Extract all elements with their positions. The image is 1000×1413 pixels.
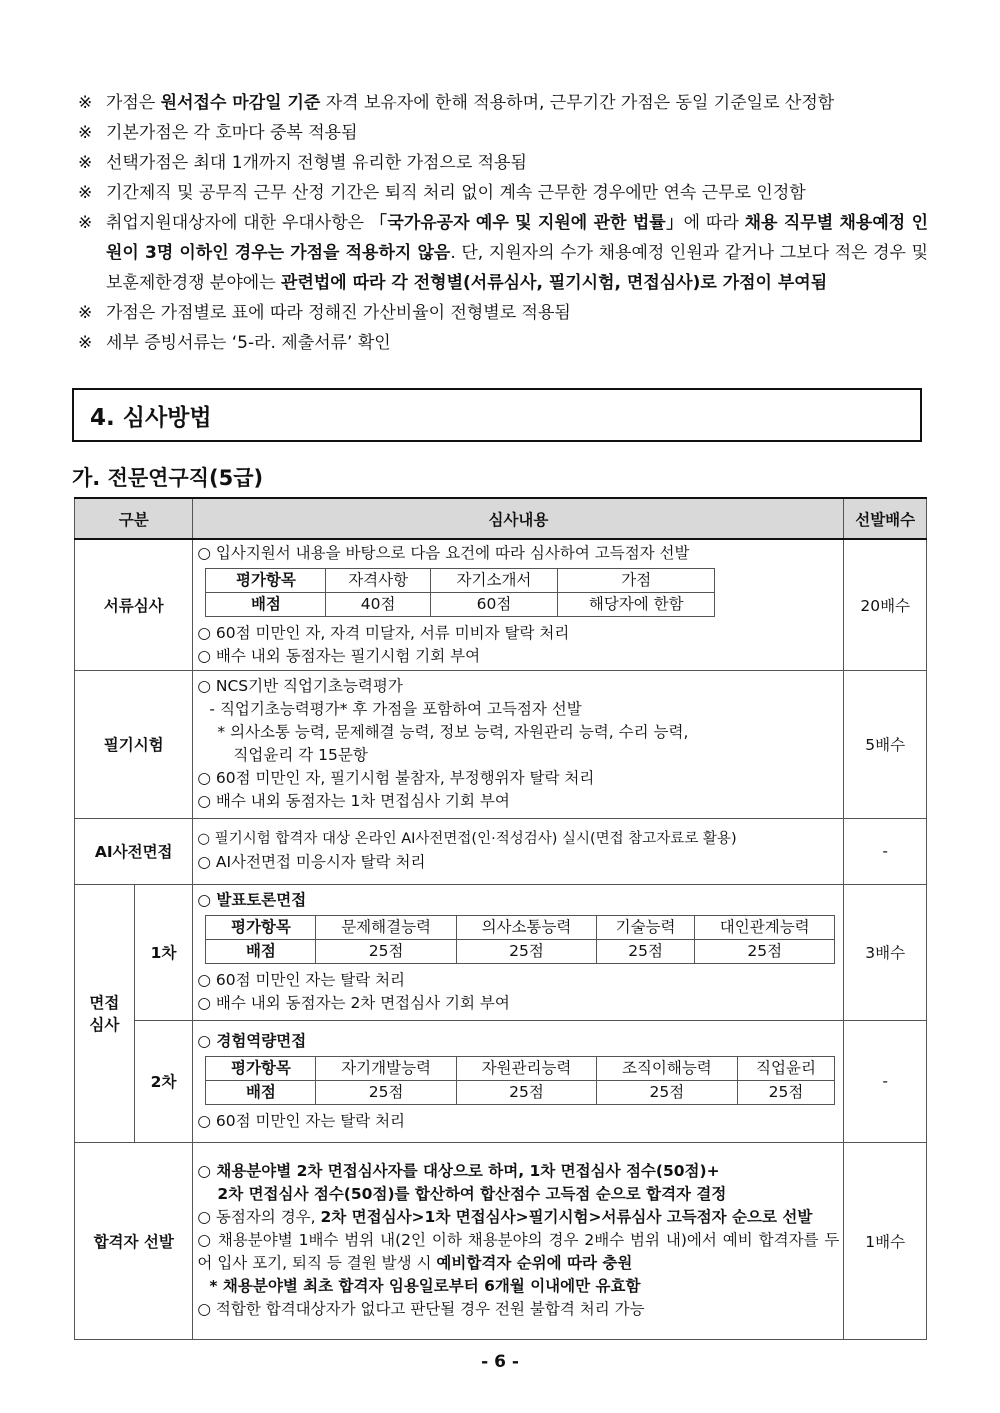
note-text: 세부 증빙서류는 ‘5-라. 제출서류’ 확인 [106, 333, 391, 353]
note-text: 가점은 가점별로 표에 따라 정해진 가산비율이 전형별로 적용됨 [106, 303, 571, 323]
i1-score-v4: 25점 [695, 940, 835, 964]
document-screening-label: 서류심사 [75, 539, 193, 670]
doc-score-v2: 60점 [430, 592, 557, 616]
row-final-selection [75, 1142, 927, 1339]
interview1-score-table [205, 915, 835, 964]
interview-second-label: 2차 [134, 1020, 193, 1142]
interview-second-content [193, 1020, 844, 1142]
i1-score-h3: 기술능력 [597, 916, 695, 940]
written-exam-content [193, 670, 844, 818]
header-category: 구분 [75, 498, 193, 539]
final-line-3a: ○ 동점자의 경우, [197, 1208, 321, 1226]
note-item [78, 208, 928, 298]
ai-interview-label: AI사전면접 [75, 818, 193, 884]
written-line-6: ○ 배수 내외 동점자는 1차 면접심사 기회 부여 [197, 792, 510, 810]
written-line-5: ○ 60점 미만인 자, 필기시험 불참자, 부정행위자 탈락 처리 [197, 769, 595, 787]
table-header-row [75, 498, 927, 539]
i2-score-h3: 조직이해능력 [597, 1056, 737, 1080]
final-line-3b: 2차 면접심사>1차 면접심사>필기시험>서류심사 고득점자 순으로 선발 [320, 1208, 813, 1226]
written-line-1: ○ NCS기반 직업기초능력평가 [197, 677, 403, 695]
document-score-table [205, 568, 715, 617]
interview-first-multiple: 3배수 [844, 884, 927, 1020]
interview1-line-1: ○ 60점 미만인 자는 탈락 처리 [197, 971, 406, 989]
header-content: 심사내용 [193, 498, 844, 539]
interview1-line-2: ○ 배수 내외 동점자는 2차 면접심사 기회 부여 [197, 994, 510, 1012]
interview-first-label: 1차 [134, 884, 193, 1020]
subheading: 가. 전문연구직(5급) [72, 466, 264, 490]
i1-score-v0: 배점 [206, 940, 316, 964]
i2-score-v0: 배점 [206, 1080, 316, 1104]
note-item [78, 118, 928, 148]
final-line-3 [197, 1206, 839, 1229]
i2-score-h2: 자원관리능력 [456, 1056, 596, 1080]
i2-score-v2: 25점 [456, 1080, 596, 1104]
i1-score-v1: 25점 [316, 940, 456, 964]
row-interview-first [75, 884, 927, 1020]
section-title: 4. 심사방법 [72, 388, 922, 442]
final-line-5: * 채용분야별 최초 합격자 임용일로부터 6개월 이내에만 유효함 [209, 1277, 641, 1295]
written-line-2: - 직업기초능력평가* 후 가점을 포함하여 고득점자 선발 [209, 700, 582, 718]
header-multiple: 선발배수 [844, 498, 927, 539]
ai-interview-multiple: - [844, 818, 927, 884]
note-item [78, 88, 928, 118]
note-text: 선택가점은 최대 1개까지 전형별 유리한 가점으로 적용됨 [106, 153, 527, 173]
document-screening-content [193, 539, 844, 670]
note-mark: ※ [78, 213, 93, 233]
notes-list [78, 88, 928, 358]
ai-interview-content [193, 818, 844, 884]
interview1-title: ○ 발표토론면접 [197, 891, 307, 909]
doc-score-v0: 배점 [206, 592, 326, 616]
final-line-4 [197, 1229, 839, 1275]
note-text: 취업지원대상자에 대한 우대사항은 「국가유공자 예우 및 지원에 관한 법률」에 따라 채용 직무별 채용예정 인원이 3명 이하인 경우는 가점을 적용하지 않음. 단, 지원자의 수가 채용예정 인원과 같거나 그보다 적은 경우 및 보훈제한경쟁 분야에는 관련법에 따라 각 전형별(서류심사, 필기시험, 면접심사)로 가점이 부여됨 [106, 213, 929, 293]
note-text: 가점은 원서접수 마감일 기준 자격 보유자에 한해 적용하며, 근무기간 가점은 동일 기준일로 산정함 [106, 93, 835, 113]
page-number: - 6 - [481, 1352, 519, 1372]
i2-score-v1: 25점 [316, 1080, 456, 1104]
note-item [78, 178, 928, 208]
note-mark: ※ [78, 183, 93, 203]
note-mark: ※ [78, 303, 93, 323]
doc-score-h3: 가점 [558, 568, 715, 592]
i1-score-v3: 25점 [597, 940, 695, 964]
i2-score-v4: 25점 [737, 1080, 835, 1104]
i1-score-h4: 대인관계능력 [695, 916, 835, 940]
doc-score-h2: 자기소개서 [430, 568, 557, 592]
interview-label: 면접 심사 [75, 884, 135, 1142]
written-exam-label: 필기시험 [75, 670, 193, 818]
doc-line-1: ○ 입사지원서 내용을 바탕으로 다음 요건에 따라 심사하여 고득점자 선발 [197, 543, 690, 562]
final-selection-multiple: 1배수 [844, 1142, 927, 1339]
note-text: 기간제직 및 공무직 근무 산정 기간은 퇴직 처리 없이 계속 근무한 경우에만 연속 근무로 인정함 [106, 183, 806, 203]
note-item [78, 328, 928, 358]
note-item [78, 298, 928, 328]
row-ai-interview [75, 818, 927, 884]
i1-score-h0: 평가항목 [206, 916, 316, 940]
written-line-4: 직업윤리 각 15문항 [233, 746, 368, 764]
doc-score-h0: 평가항목 [206, 568, 326, 592]
final-selection-label: 합격자 선발 [75, 1142, 193, 1339]
note-mark: ※ [78, 93, 93, 113]
doc-line-3: ○ 배수 내외 동점자는 필기시험 기회 부여 [197, 646, 481, 665]
note-mark: ※ [78, 123, 93, 143]
doc-line-2: ○ 60점 미만인 자, 자격 미달자, 서류 미비자 탈락 처리 [197, 623, 570, 642]
row-interview-second [75, 1020, 927, 1142]
note-item [78, 148, 928, 178]
row-written-exam [75, 670, 927, 818]
ai-line-1: ○ 필기시험 합격자 대상 온라인 AI사전면접(인·적성검사) 실시(면접 참고자료로 활용) [197, 831, 737, 847]
note-mark: ※ [78, 333, 93, 353]
written-exam-multiple: 5배수 [844, 670, 927, 818]
doc-score-v3: 해당자에 한함 [558, 592, 715, 616]
final-line-1: ○ 채용분야별 2차 면접심사자를 대상으로 하며, 1차 면접심사 점수(50점)+ [197, 1162, 720, 1180]
i2-score-h1: 자기개발능력 [316, 1056, 456, 1080]
interview2-title: ○ 경험역량면접 [197, 1031, 307, 1050]
interview2-score-table [205, 1056, 835, 1105]
i1-score-h2: 의사소통능력 [456, 916, 596, 940]
i1-score-h1: 문제해결능력 [316, 916, 456, 940]
i2-score-v3: 25점 [597, 1080, 737, 1104]
final-selection-content [193, 1142, 844, 1339]
i2-score-h0: 평가항목 [206, 1056, 316, 1080]
interview2-line-1: ○ 60점 미만인 자는 탈락 처리 [197, 1111, 406, 1130]
final-line-4a: ○ 채용분야별 1배수 범위 내(2인 이하 채용분야의 경우 2배수 범위 내)에서 예비 합격자를 두어 입사 포기, 퇴직 등 결원 발생 시 [197, 1231, 840, 1272]
i2-score-h4: 직업윤리 [737, 1056, 835, 1080]
note-text: 기본가점은 각 호마다 중복 적용됨 [106, 123, 358, 143]
note-mark: ※ [78, 153, 93, 173]
doc-score-h1: 자격사항 [326, 568, 430, 592]
final-line-4b: 예비합격자 순위에 따라 충원 [436, 1254, 633, 1272]
written-line-3: * 의사소통 능력, 문제해결 능력, 정보 능력, 자원관리 능력, 수리 능력, [217, 723, 689, 741]
interview-first-content [193, 884, 844, 1020]
interview-second-multiple: - [844, 1020, 927, 1142]
row-document-screening [75, 539, 927, 670]
ai-line-2: ○ AI사전면접 미응시자 탈락 처리 [197, 853, 426, 871]
document-screening-multiple: 20배수 [844, 539, 927, 670]
final-line-2: 2차 면접심사 점수(50점)를 합산하여 합산점수 고득점 순으로 합격자 결정 [217, 1185, 727, 1203]
doc-score-v1: 40점 [326, 592, 430, 616]
final-line-6: ○ 적합한 합격대상자가 없다고 판단될 경우 전원 불합격 처리 가능 [197, 1300, 645, 1318]
i1-score-v2: 25점 [456, 940, 596, 964]
screening-method-table [74, 497, 927, 1340]
